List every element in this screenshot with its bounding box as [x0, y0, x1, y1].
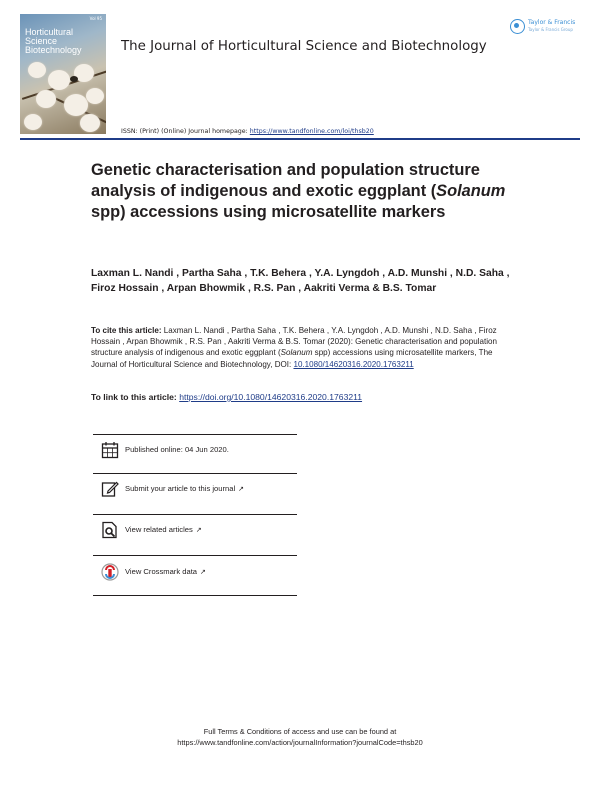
article-doi-url[interactable]: https://doi.org/10.1080/14620316.2020.1763211	[179, 392, 363, 402]
citation-label: To cite this article:	[91, 326, 162, 335]
related-articles-label: View related articles	[125, 525, 193, 534]
info-divider	[93, 595, 297, 596]
publisher-name: Taylor & Francis	[528, 19, 576, 26]
cover-title	[25, 28, 105, 55]
publisher-logo[interactable]	[510, 16, 582, 38]
cover-title-line: Biotechnology	[25, 45, 82, 55]
article-title-italic: Solanum	[436, 182, 506, 200]
crossmark-link[interactable]	[125, 567, 206, 576]
citation-block	[91, 325, 511, 370]
cover-bee	[70, 76, 78, 82]
journal-homepage-link[interactable]: https://www.tandfonline.com/loi/thsb20	[249, 128, 374, 135]
info-divider	[93, 434, 297, 435]
cover-blossom	[86, 88, 104, 104]
info-divider	[93, 514, 297, 515]
external-link-icon: ↗	[200, 569, 206, 576]
related-articles-icon	[101, 521, 119, 539]
cover-blossom	[80, 114, 100, 132]
citation-doi-link[interactable]: 10.1080/14620316.2020.1763211	[293, 359, 414, 369]
footer-terms-text: Full Terms & Conditions of access and use can be found at	[203, 727, 397, 736]
issn-line	[121, 128, 374, 135]
cover-title-line: Horticultural	[25, 27, 74, 37]
submit-article-link[interactable]	[125, 484, 244, 493]
cover-blossom	[24, 114, 42, 130]
citation-text: Laxman L. Nandi , Partha Saha , T.K. Behera , Y.A. Lyngdoh , A.D. Munshi , N.D. Saha , Firoz Hossain , Arpan Bhowmik , R.S. Pan , Aakriti Verma & B.S. Tomar (2020): Genetic characterisation and population structure analysis of indigenous and exotic eggplant (	[91, 326, 497, 358]
issn-prefix: ISSN: (Print) (Online) Journal homepage:	[121, 128, 250, 135]
crossmark-icon	[101, 563, 119, 581]
footer	[0, 726, 600, 748]
info-divider	[93, 555, 297, 556]
cover-blossom	[36, 90, 56, 108]
cover-blossom	[28, 62, 46, 78]
external-link-icon: ↗	[238, 486, 245, 493]
article-link-line	[91, 392, 362, 402]
cover-blossom	[48, 70, 70, 90]
logo-circle-icon	[510, 19, 525, 34]
related-articles-link[interactable]	[125, 525, 202, 534]
submit-article-label: Submit your article to this journal	[125, 484, 236, 493]
footer-terms-url[interactable]: https://www.tandfonline.com/action/journalInformation?journalCode=thsb20	[177, 738, 423, 747]
citation-text: spp) accessions using microsatellite markers, The Journal of Horticultural Science and Biotechnology, DOI:	[91, 348, 493, 369]
header-divider	[20, 138, 580, 140]
info-divider	[93, 473, 297, 474]
crossmark-label: View Crossmark data	[125, 567, 198, 576]
article-title-part: spp) accessions using microsatellite markers	[91, 203, 446, 221]
journal-title: The Journal of Horticultural Science and Biotechnology	[121, 39, 487, 54]
external-link-icon: ↗	[195, 527, 202, 534]
article-link-label: To link to this article:	[91, 392, 180, 402]
published-online-label: Published online: 04 Jun 2020.	[125, 445, 229, 454]
cover-title-line: Science	[25, 36, 58, 46]
article-title-part: Genetic characterisation and population structure analysis of indigenous and exotic eggplant (	[91, 161, 480, 200]
calendar-icon	[101, 441, 119, 459]
journal-cover-image	[20, 14, 106, 134]
citation-italic: Solanum	[280, 348, 313, 358]
article-title	[91, 160, 531, 223]
article-authors: Laxman L. Nandi , Partha Saha , T.K. Behera , Y.A. Lyngdoh , A.D. Munshi , N.D. Saha , Firoz Hossain , Arpan Bhowmik , R.S. Pan , Aakriti Verma & B.S. Tomar	[91, 268, 510, 294]
edit-icon	[101, 480, 119, 498]
publisher-subname: Taylor & Francis Group	[528, 27, 573, 32]
cover-volume-mark: Vol 95	[89, 16, 102, 21]
cover-blossom	[64, 94, 88, 116]
